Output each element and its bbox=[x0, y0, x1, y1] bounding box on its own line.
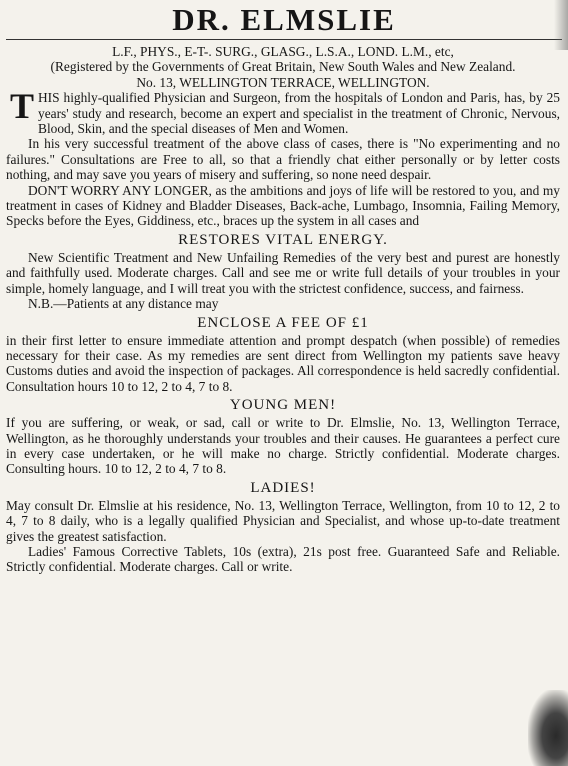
remedies-paragraph: New Scientific Treatment and New Unfailing Remedies of the very best and purest are honestly and faithfully used. Moderate charges. Call and see me or write full details of your troubles in your simple, homely language, and I will treat you with the strictest confidence, success, and fairness. bbox=[6, 249, 560, 296]
ladies-paragraph: May consult Dr. Elmslie at his residence, No. 13, Wellington Terrace, Wellington, from 10 to 12, 2 to 4, 7 to 8 daily, who is a legally qualified Physician and Specialist, and whose up-to-date treatment gives the greatest satisfaction. bbox=[6, 497, 560, 544]
heading-vital-energy: RESTORES VITAL ENERGY. bbox=[178, 231, 388, 248]
fee-paragraph: in their first letter to ensure immediate attention and prompt despatch (when possible) of remedies necessary for their case. As my remedies are sent direct from Wellington my patients save heavy Customs duties and avoid the inspection of packages. All correspondence is held sacredly confidential. Consultation hours 10 to 12, 2 to 4, 7 to 8. bbox=[6, 332, 560, 394]
dropcap-letter: T bbox=[10, 86, 35, 127]
credentials-line: L.F., PHYS., E-T-. SURG., GLASG., L.S.A., LOND. L.M., etc, bbox=[112, 44, 454, 59]
heading-fee: ENCLOSE A FEE OF £1 bbox=[197, 314, 369, 331]
success-paragraph: In his very successful treatment of the above class of cases, there is "No experimenting and no failures." Consultations are Free to all, so that a friendly chat either personally or by letter costs nothing, and may save you years of misery and suffering, so none need despair. bbox=[6, 136, 560, 183]
registration-line: (Registered by the Governments of Great Britain, New South Wales and New Zealand. bbox=[50, 59, 516, 75]
paper-edge-stain bbox=[554, 0, 568, 50]
distance-note: N.B.—Patients at any distance may bbox=[28, 296, 219, 312]
ad-body bbox=[6, 44, 560, 575]
address-line: No. 13, WELLINGTON TERRACE, WELLINGTON. bbox=[136, 74, 430, 90]
worry-paragraph: DON'T WORRY ANY LONGER, as the ambitions and joys of life will be restored to you, and my treatment in cases of Kidney and Bladder Diseases, Back-ache, Lumbago, Insomnia, Failing Memory, Specks before the Eyes, Giddiness, etc., braces up the system in all cases and bbox=[6, 182, 560, 229]
paper-corner-stain bbox=[528, 690, 568, 766]
doctor-name-title: DR. ELMSLIE bbox=[172, 2, 396, 37]
intro-paragraph bbox=[6, 86, 560, 137]
title-rule bbox=[6, 39, 562, 40]
intro-text: HIS highly-qualified Physician and Surgeon, from the hospitals of London and Paris, has, by 25 years' study and research, become an expert and specialist in the treatment of Chronic, Nervous, Blood, Skin, and the special diseases of Men and Women. bbox=[38, 90, 560, 137]
heading-young-men: YOUNG MEN! bbox=[229, 397, 337, 414]
tablets-paragraph: Ladies' Famous Corrective Tablets, 10s (extra), 21s post free. Guaranteed Safe and Reliable. Strictly confidential. Moderate charges. Call or write. bbox=[6, 543, 560, 575]
young-men-paragraph: If you are suffering, or weak, or sad, call or write to Dr. Elmslie, No. 13, Wellington Terrace, Wellington, as he thoroughly understands your troubles and their causes. He guarantees a perfect cure in every case undertaken, or he will make no charge. Strictly confidential. Moderate charges. Consulting hours. 10 to 12, 2 to 4, 7 to 8. bbox=[6, 415, 560, 477]
heading-ladies: LADIES! bbox=[250, 479, 316, 496]
